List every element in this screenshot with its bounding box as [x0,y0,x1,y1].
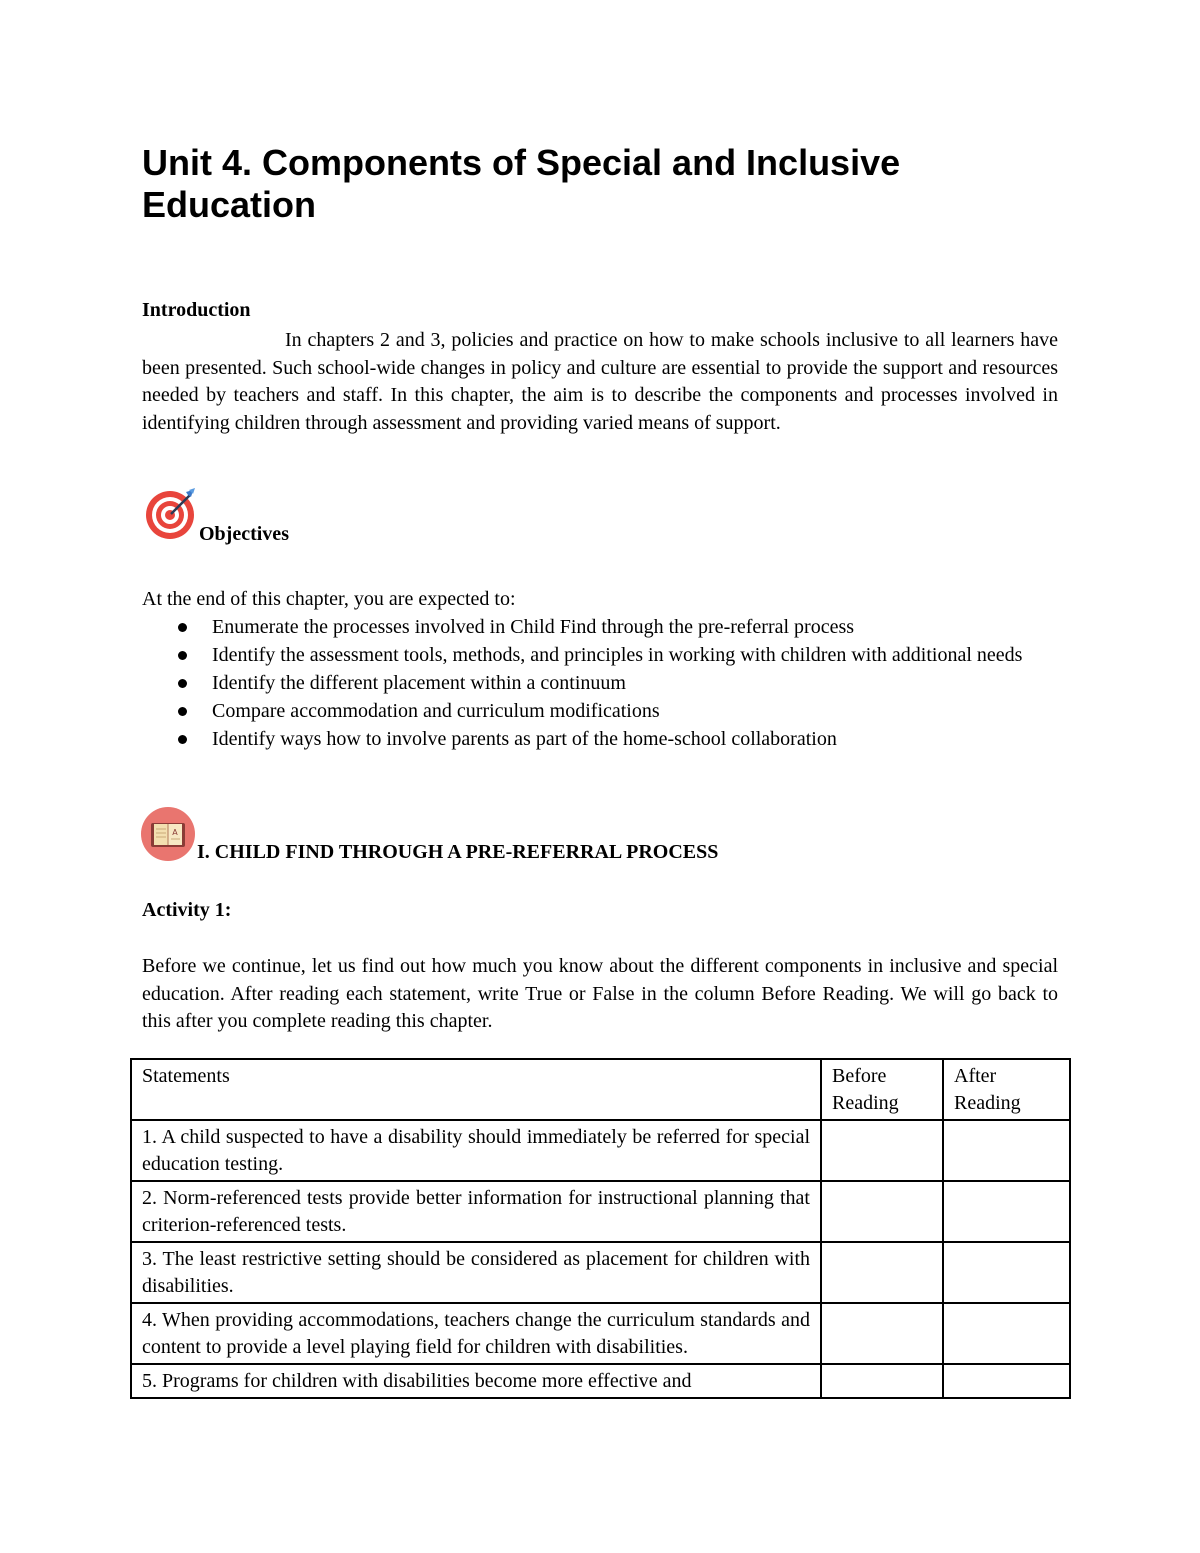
activity-instructions: Before we continue, let us find out how much you know about the different components in inclusive and special education. After reading each statement, write True or False in the column Before Reading. We will go back to this after you complete reading this chapter. [142,955,1058,1032]
list-item: Enumerate the processes involved in Child Find through the pre-referral process [142,613,1058,641]
book-icon [140,806,196,862]
after-reading-cell[interactable] [943,1364,1070,1398]
statements-table [130,1058,1071,1399]
statement-cell: 5. Programs for children with disabilities become more effective and [131,1364,821,1398]
table-row [131,1120,1070,1181]
objectives-list [142,613,1058,753]
header-after-reading: After Reading [943,1059,1070,1120]
page-title: Unit 4. Components of Special and Inclusive Education [142,142,901,225]
table-row [131,1364,1070,1398]
introduction-text: In chapters 2 and 3, policies and practice on how to make schools inclusive to all learners have been presented. Such school-wide changes in policy and culture are essential to provide the support and resources needed by teachers and staff. In this chapter, the aim is to describe the components and processes involved in identifying children through assessment and providing varied means of support. [142,329,1058,434]
header-before-reading: Before Reading [821,1059,943,1120]
svg-text:A: A [172,828,178,837]
bullet-icon [178,679,187,688]
table-row [131,1181,1070,1242]
before-reading-cell[interactable] [821,1364,943,1398]
bullet-icon [178,735,187,744]
before-reading-cell[interactable] [821,1120,943,1181]
before-reading-cell[interactable] [821,1181,943,1242]
after-reading-cell[interactable] [943,1120,1070,1181]
before-reading-cell[interactable] [821,1242,943,1303]
header-statements: Statements [131,1059,821,1120]
list-item: Identify ways how to involve parents as part of the home-school collaboration [142,725,1058,753]
after-reading-cell[interactable] [943,1303,1070,1364]
introduction-heading: Introduction [142,299,251,321]
after-reading-cell[interactable] [943,1181,1070,1242]
objectives-heading: Objectives [199,523,289,545]
statement-cell: 2. Norm-referenced tests provide better information for instructional planning that criterion-referenced tests. [131,1181,821,1242]
introduction-paragraph [142,327,1058,437]
table-row [131,1242,1070,1303]
table-header-row [131,1059,1070,1120]
objectives-lead: At the end of this chapter, you are expected to: [142,588,516,610]
section-heading: I. CHILD FIND THROUGH A PRE-REFERRAL PROCESS [197,841,719,863]
table-row [131,1303,1070,1364]
bullet-icon [178,707,187,716]
target-icon [145,488,197,540]
list-item: Identify the different placement within a continuum [142,669,1058,697]
statement-cell: 1. A child suspected to have a disability should immediately be referred for special education testing. [131,1120,821,1181]
list-item: Compare accommodation and curriculum modifications [142,697,1058,725]
before-reading-cell[interactable] [821,1303,943,1364]
statement-cell: 3. The least restrictive setting should be considered as placement for children with disabilities. [131,1242,821,1303]
activity-heading: Activity 1: [142,899,232,921]
bullet-icon [178,651,187,660]
bullet-icon [178,623,187,632]
list-item: Identify the assessment tools, methods, and principles in working with children with additional needs [142,641,1058,669]
after-reading-cell[interactable] [943,1242,1070,1303]
statement-cell: 4. When providing accommodations, teachers change the curriculum standards and content to provide a level playing field for children with disabilities. [131,1303,821,1364]
